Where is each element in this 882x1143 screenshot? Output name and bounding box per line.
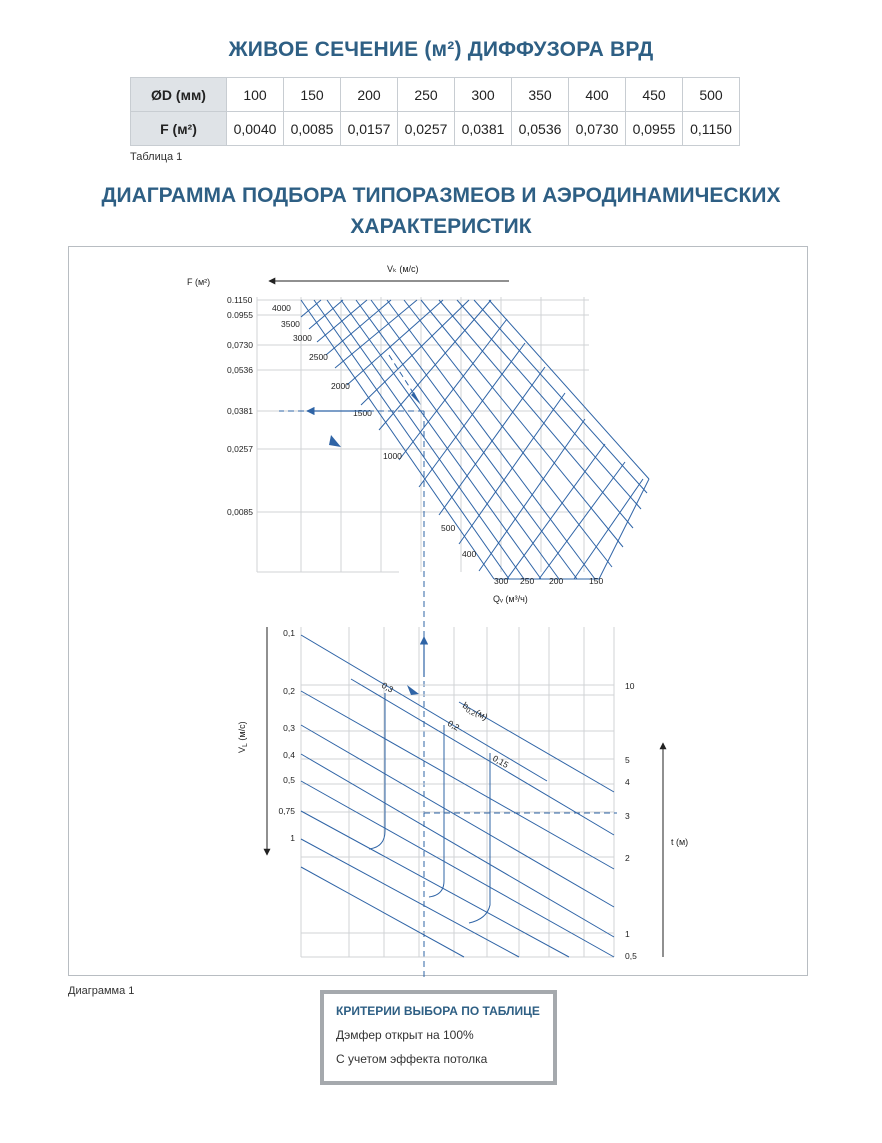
curve-label: 1000 [383,451,402,461]
bottom-label: 150 [589,576,604,586]
diagram-canvas [69,247,809,977]
table-cell: 0,0730 [569,112,626,146]
table-cell: 300 [455,78,512,112]
table-cell: 450 [626,78,683,112]
right-tick: 10 [625,681,635,691]
criteria-item: Дэмфер открыт на 100% [336,1028,474,1042]
right-tick: 1 [625,929,630,939]
table-cell: 400 [569,78,626,112]
y-tick: 0,0085 [227,507,253,517]
diag-arrowhead [411,392,421,405]
table-row-diameter [131,78,740,112]
criteria-item: С учетом эффекта потолка [336,1052,488,1066]
left-tick: 1 [290,833,295,843]
table-cell: 0,0157 [341,112,398,146]
b-label: $b_{0,2}(м)$ [461,700,490,723]
selection-criteria-box [320,990,557,1085]
diameter-header: ØD (мм) [131,78,227,112]
lower-curve-label: 0,15 [491,753,511,771]
section-title-free-area: ЖИВОЕ СЕЧЕНИЕ (м²) ДИФФУЗОРА ВРД [228,38,654,61]
table-cell: 500 [683,78,740,112]
title-line-2: ХАРАКТЕРИСТИК [350,215,532,238]
table-cell: 100 [227,78,284,112]
upper-selection-net [301,300,649,579]
left-tick: 0,2 [283,686,295,696]
bottom-label: 250 [520,576,535,586]
lower-arrowhead [407,685,419,695]
table-cell: 250 [398,78,455,112]
curve-label: 400 [462,549,477,559]
table-cell: 350 [512,78,569,112]
vl-axis-label: $V_L$ (м/с) [237,721,249,753]
curve-label: 4000 [272,303,291,313]
table-row-area [131,112,740,146]
top-axis-label: Vₖ (м/с) [387,264,419,274]
left-tick: 0,3 [283,723,295,733]
curve-label: 2000 [331,381,350,391]
y-tick: 0.0955 [227,310,253,320]
curve-label: 2500 [309,352,328,362]
right-tick: 5 [625,755,630,765]
bottom-label: 300 [494,576,509,586]
table-cell: 150 [284,78,341,112]
criteria-title: КРИТЕРИИ ВЫБОРА ПО ТАБЛИЦЕ [336,1004,540,1018]
diag-arrowhead [329,435,341,447]
table-cell: 0,0085 [284,112,341,146]
title-line-1: ДИАГРАММА ПОДБОРА ТИПОРАЗМЕОВ И АЭРОДИНАМИЧЕСКИХ [101,184,781,207]
table-cell: 0,0955 [626,112,683,146]
lower-grid [301,627,614,957]
table-cell: 0,0536 [512,112,569,146]
table-cell: 200 [341,78,398,112]
right-tick: 4 [625,777,630,787]
bottom-axis-label: Qᵥ (м³/ч) [493,594,528,604]
upper-y-axis-label: F (м²) [187,277,211,287]
y-tick: 0,0257 [227,444,253,454]
y-tick: 0,0381 [227,406,253,416]
curve-label: 3000 [293,333,312,343]
table-caption: Таблица 1 [130,151,183,163]
area-header: F (м²) [131,112,227,146]
left-tick: 0,4 [283,750,295,760]
left-tick: 0,75 [278,806,295,816]
left-tick: 0,1 [283,628,295,638]
table-cell: 0,0257 [398,112,455,146]
right-tick: 0,5 [625,951,637,961]
bottom-label: 200 [549,576,564,586]
curve-label: 1500 [353,408,372,418]
right-tick: 3 [625,811,630,821]
table-cell: 0,0381 [455,112,512,146]
left-tick: 0,5 [283,775,295,785]
selection-diagram [68,246,808,976]
table-cell: 0,1150 [683,112,740,146]
lower-curve-label: 0,3 [380,680,396,695]
right-tick: 2 [625,853,630,863]
right-axis-label: t (м) [671,837,689,847]
curve-label: 500 [441,523,456,533]
lower-curve-label: 0,2 [446,718,462,733]
lower-lines [301,635,614,957]
section-title-diagram [0,180,882,242]
y-tick: 0.1150 [227,295,253,305]
free-area-table [130,77,740,146]
curve-label: 3500 [281,319,300,329]
y-tick: 0,0730 [227,340,253,350]
diagram-caption: Диаграмма 1 [68,985,135,997]
table-cell: 0,0040 [227,112,284,146]
y-tick: 0,0536 [227,365,253,375]
